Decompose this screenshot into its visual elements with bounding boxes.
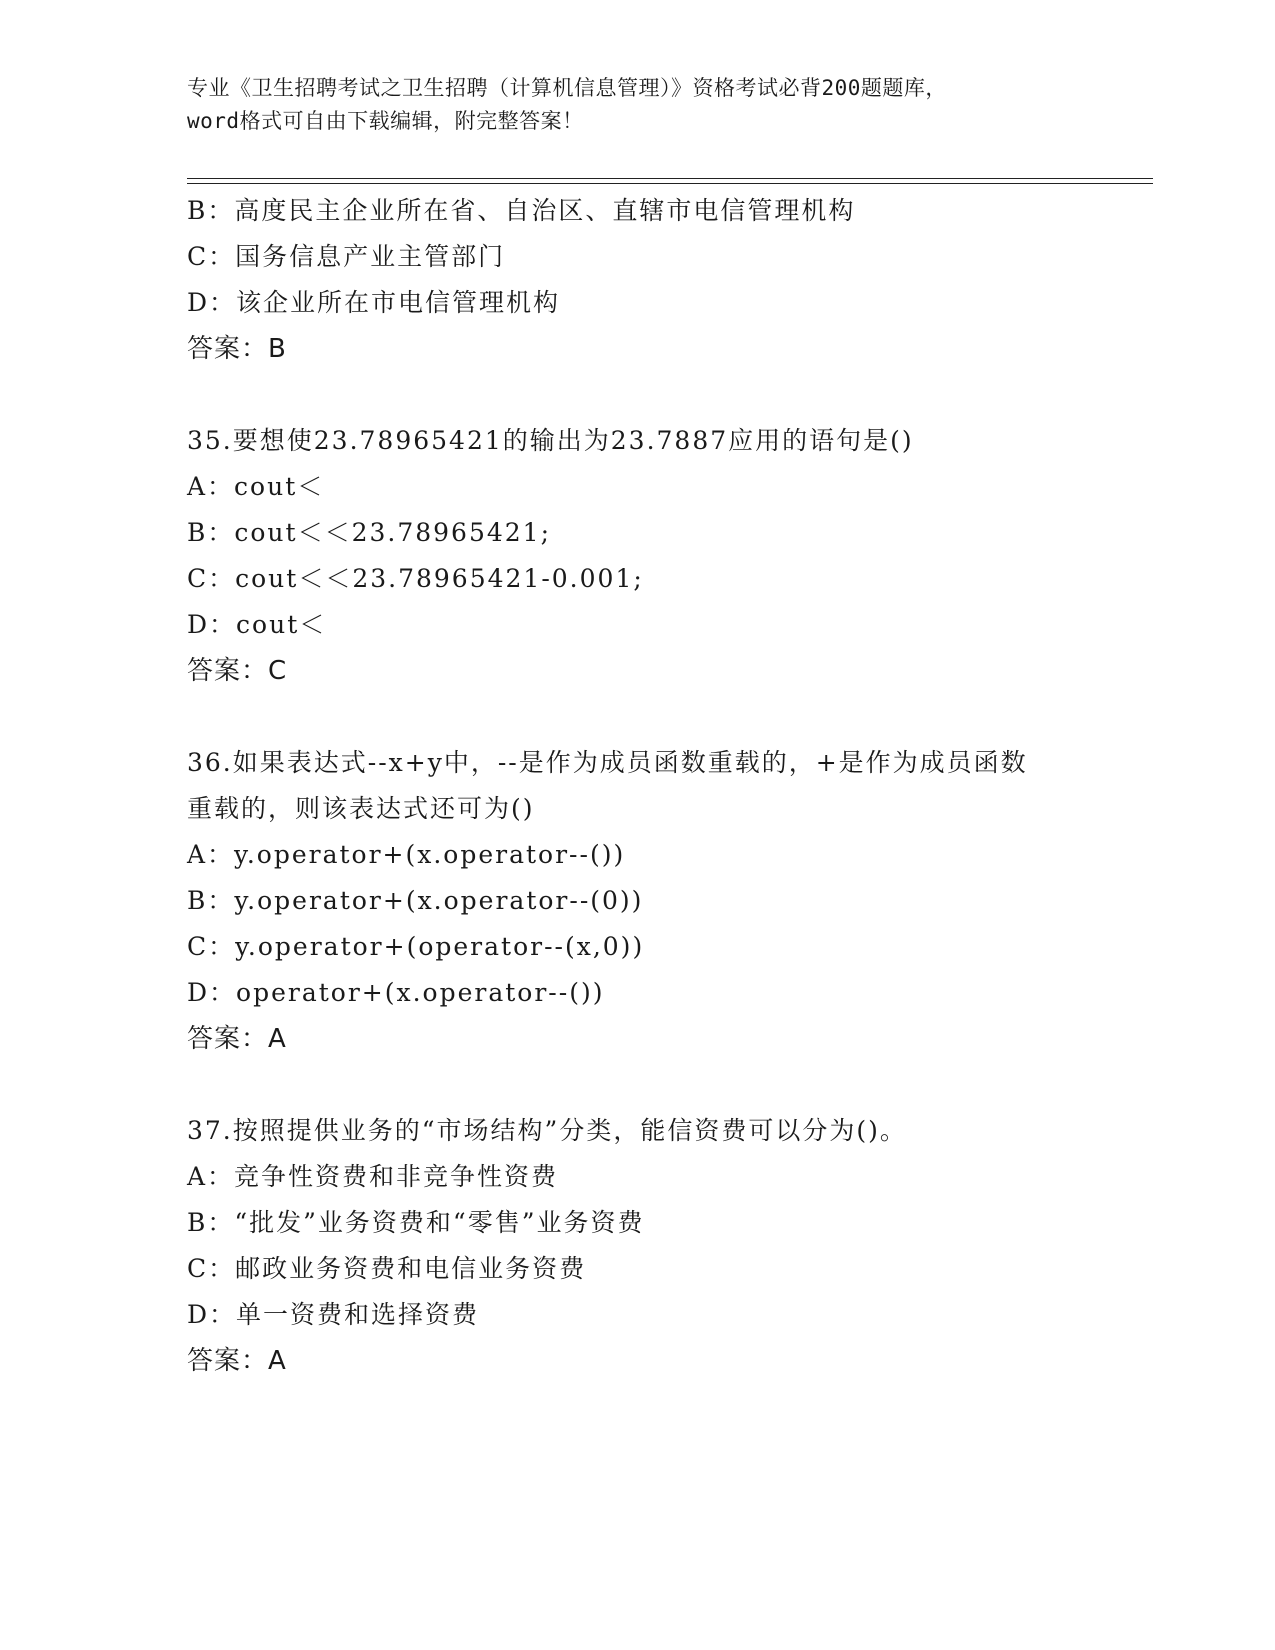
document-header: [187, 72, 1087, 138]
option-b: B：高度民主企业所在省、自治区、直辖市电信管理机构: [187, 196, 856, 225]
option-b: B：y.operator+(x.operator--(0)): [187, 886, 644, 915]
option-c: C：邮政业务资费和电信业务资费: [187, 1254, 587, 1283]
question-36: [187, 740, 1147, 1062]
spacer: [187, 694, 1147, 740]
option-d: D：该企业所在市电信管理机构: [187, 288, 561, 317]
question-stem: 37.按照提供业务的“市场结构”分类，能信资费可以分为()。: [187, 1116, 907, 1145]
question-34-continued: [187, 188, 1147, 372]
question-content: [187, 188, 1147, 1384]
option-a: A：y.operator+(x.operator--()): [187, 840, 626, 869]
header-divider-top: [187, 178, 1153, 179]
option-c: C：国务信息产业主管部门: [187, 242, 506, 271]
option-c: C：cout＜＜23.78965421-0.001;: [187, 564, 644, 593]
header-line-2: word格式可自由下载编辑，附完整答案！: [187, 109, 584, 133]
option-b: B：“批发”业务资费和“零售”业务资费: [187, 1208, 645, 1237]
option-d: D：operator+(x.operator--()): [187, 978, 605, 1007]
answer: 答案：C: [187, 656, 288, 686]
option-a: A：竞争性资费和非竞争性资费: [187, 1162, 559, 1191]
header-divider-bottom: [187, 183, 1153, 184]
option-d: D：单一资费和选择资费: [187, 1300, 480, 1329]
answer: 答案：B: [187, 334, 287, 364]
option-c: C：y.operator+(operator--(x,0)): [187, 932, 645, 961]
spacer: [187, 1062, 1147, 1108]
question-37: [187, 1108, 1147, 1384]
question-stem-continued: 重载的，则该表达式还可为(): [187, 794, 535, 823]
question-stem: 36.如果表达式--x+y中，--是作为成员函数重载的，+是作为成员函数: [187, 748, 1028, 777]
option-a: A：cout＜: [187, 472, 325, 501]
answer: 答案：A: [187, 1346, 287, 1376]
option-b: B：cout＜＜23.78965421;: [187, 518, 551, 547]
header-line-1: 专业《卫生招聘考试之卫生招聘（计算机信息管理）》资格考试必背200题题库，: [187, 76, 947, 100]
answer: 答案：A: [187, 1024, 287, 1054]
spacer: [187, 372, 1147, 418]
option-d: D：cout＜: [187, 610, 327, 639]
question-35: [187, 418, 1147, 694]
question-stem: 35.要想使23.78965421的输出为23.7887应用的语句是(): [187, 426, 914, 455]
